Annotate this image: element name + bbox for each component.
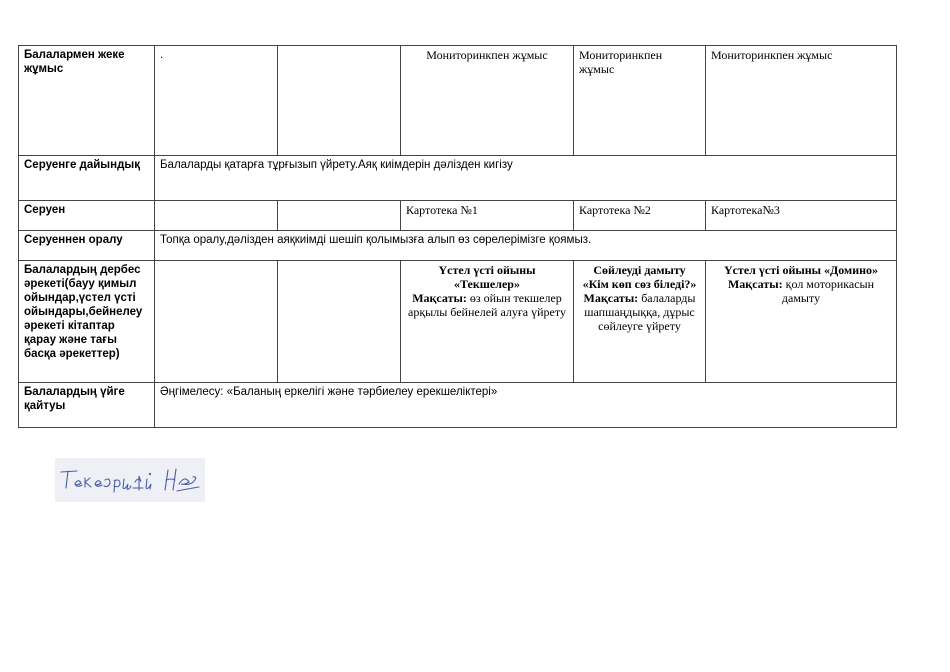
cell-independent-4 (574, 261, 706, 383)
cell-individual-3: Мониторинкпен жұмыс (401, 46, 574, 156)
cell-walk-4: Картотека №2 (574, 201, 706, 231)
row-independent-activity (19, 261, 897, 383)
row-label-independent-activity: Балалардың дербес әрекеті(бауу қимыл ойындар,үстел үсті ойындары,бейнелеу әрекеті кітаптар қарау және тағы басқа әрекеттер) (19, 261, 155, 383)
activity-title: Сөйлеуді дамыту «Кім көп сөз біледі?» (582, 263, 697, 291)
row-label-going-home: Балалардың үйге қайтуы (19, 383, 155, 428)
cell-walk-2 (278, 201, 401, 231)
handwritten-signature (55, 458, 205, 502)
cell-individual-1: . (155, 46, 278, 156)
activity-title: Үстел үсті ойыны «Домино» (723, 263, 879, 277)
cell-walk-5: Картотека№3 (706, 201, 897, 231)
goal-text: қол моторикасын дамыту (781, 277, 875, 305)
row-label-walk: Серуен (19, 201, 155, 231)
signature-stamp (55, 458, 205, 502)
cell-walk-1 (155, 201, 278, 231)
cell-independent-5 (706, 261, 897, 383)
row-walk-return (19, 231, 897, 261)
activity-goal (711, 277, 891, 305)
cell-walk-prep-text: Балаларды қатарға тұрғызып үйрету.Аяқ киімдерін дәлізден кигізу (155, 156, 897, 201)
goal-text: балаларды шапшаңдыққа, дұрыс сөйлеуге үйрету (584, 291, 696, 333)
activity-title: Үстел үсті ойыны «Текшелер» (438, 263, 536, 291)
cell-individual-5: Мониторинкпен жұмыс (706, 46, 897, 156)
activity-goal (406, 291, 568, 319)
cell-independent-1 (155, 261, 278, 383)
cell-independent-2 (278, 261, 401, 383)
cell-walk-3: Картотека №1 (401, 201, 574, 231)
cell-individual-4: Мониторинкпен жұмыс (574, 46, 706, 156)
goal-label: Мақсаты: (727, 277, 783, 291)
row-label-individual-work: Балалармен жеке жұмыс (19, 46, 155, 156)
row-label-walk-prep: Серуенге дайындық (19, 156, 155, 201)
row-individual-work (19, 46, 897, 156)
cell-individual-2 (278, 46, 401, 156)
goal-label: Мақсаты: (412, 291, 467, 305)
row-walk-prep (19, 156, 897, 201)
activity-goal (579, 291, 700, 333)
cell-going-home-text: Әңгімелесу: «Баланың еркелігі және тәрбиелеу ерекшеліктері» (155, 383, 897, 428)
goal-label: Мақсаты: (583, 291, 639, 305)
goal-text: өз ойын текшелер арқылы бейнелей алуға үйрету (408, 291, 566, 319)
row-going-home (19, 383, 897, 428)
cell-independent-3 (401, 261, 574, 383)
row-label-walk-return: Серуеннен оралу (19, 231, 155, 261)
cell-walk-return-text: Топқа оралу,дәлізден аяқкиімді шешіп қолымызға алып өз сөрелерімізге қоямыз. (155, 231, 897, 261)
schedule-table (18, 45, 897, 428)
row-walk (19, 201, 897, 231)
